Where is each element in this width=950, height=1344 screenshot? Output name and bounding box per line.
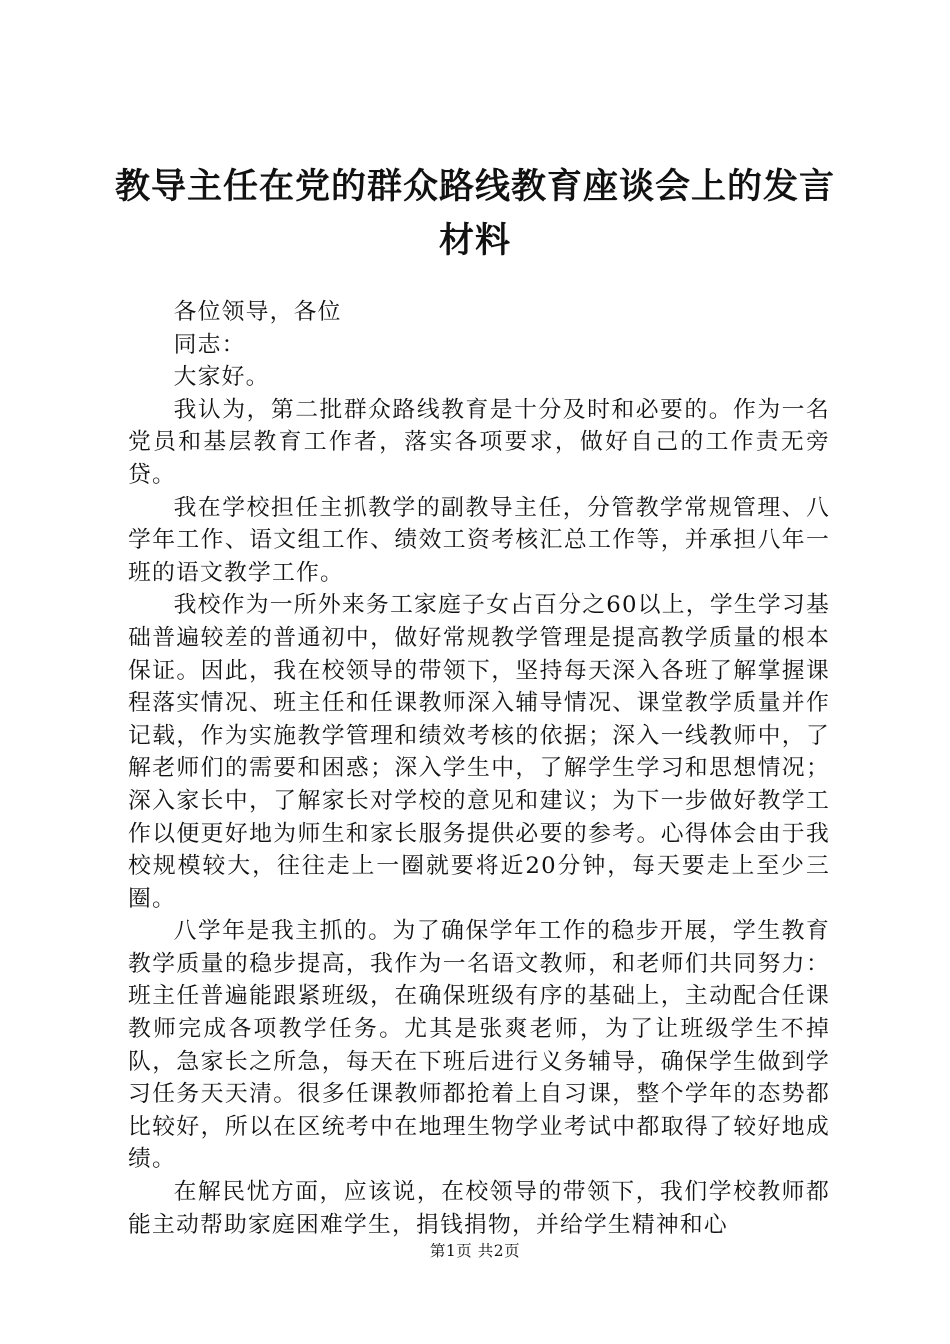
- title-line-1: 教导主任在党的群众路线教育座谈会上的发言: [114, 166, 835, 207]
- greeting-line-3: 大家好。: [173, 364, 270, 391]
- page-footer: [0, 1241, 950, 1261]
- title-line-2: 材料: [438, 220, 511, 261]
- page-number: 第1页 共2页: [429, 1242, 521, 1260]
- body-paragraph: 我校作为一所外来务工家庭子女占百分之60以上，学生学习基础普遍较差的普通初中，做好常规教学管理是提高教学质量的根本保证。因此，我在校领导的带领下，坚持每天深入各班了解掌握课程落实情况、班主任和任课教师深入辅导情况、课堂教学质量并作记载，作为实施教学管理和绩效考核的依据；深入一线教师中，了解老师们的需要和困惑；深入学生中，了解学生学习和思想情况；深入家长中，了解家长对学校的意见和建议；为下一步做好教学工作以便更好地为师生和家长服务提供必要的参考。心得体会由于我校规模较大，往往走上一圈就要将近20分钟，每天要走上至少三圈。: [128, 592, 830, 912]
- body-paragraph: 我在学校担任主抓教学的副教导主任，分管教学常规管理、八学年工作、语文组工作、绩效工资考核汇总工作等，并承担八年一班的语文教学工作。: [128, 494, 830, 586]
- body-paragraph: 八学年是我主抓的。为了确保学年工作的稳步开展，学生教育教学质量的稳步提高，我作为一名语文教师，和老师们共同努力：班主任普遍能跟紧班级，在确保班级有序的基础上，主动配合任课教师完成各项教学任务。尤其是张爽老师，为了让班级学生不掉队，急家长之所急，每天在下班后进行义务辅导，确保学生做到学习任务天天清。很多任课教师都抢着上自习课，整个学年的态势都比较好，所以在区统考中在地理生物学业考试中都取得了较好地成绩。: [128, 918, 830, 1173]
- document-title: [110, 160, 840, 268]
- document-body: [128, 296, 830, 1241]
- greeting-line-2: 同志：: [173, 331, 246, 358]
- body-paragraph: 我认为，第二批群众路线教育是十分及时和必要的。作为一名党员和基层教育工作者，落实各项要求，做好自己的工作责无旁贷。: [128, 396, 830, 488]
- greeting-line-1: 各位领导，各位: [173, 299, 342, 325]
- body-paragraph: 在解民忧方面，应该说，在校领导的带领下，我们学校教师都能主动帮助家庭困难学生，捐钱捐物，并给学生精神和心: [128, 1179, 830, 1238]
